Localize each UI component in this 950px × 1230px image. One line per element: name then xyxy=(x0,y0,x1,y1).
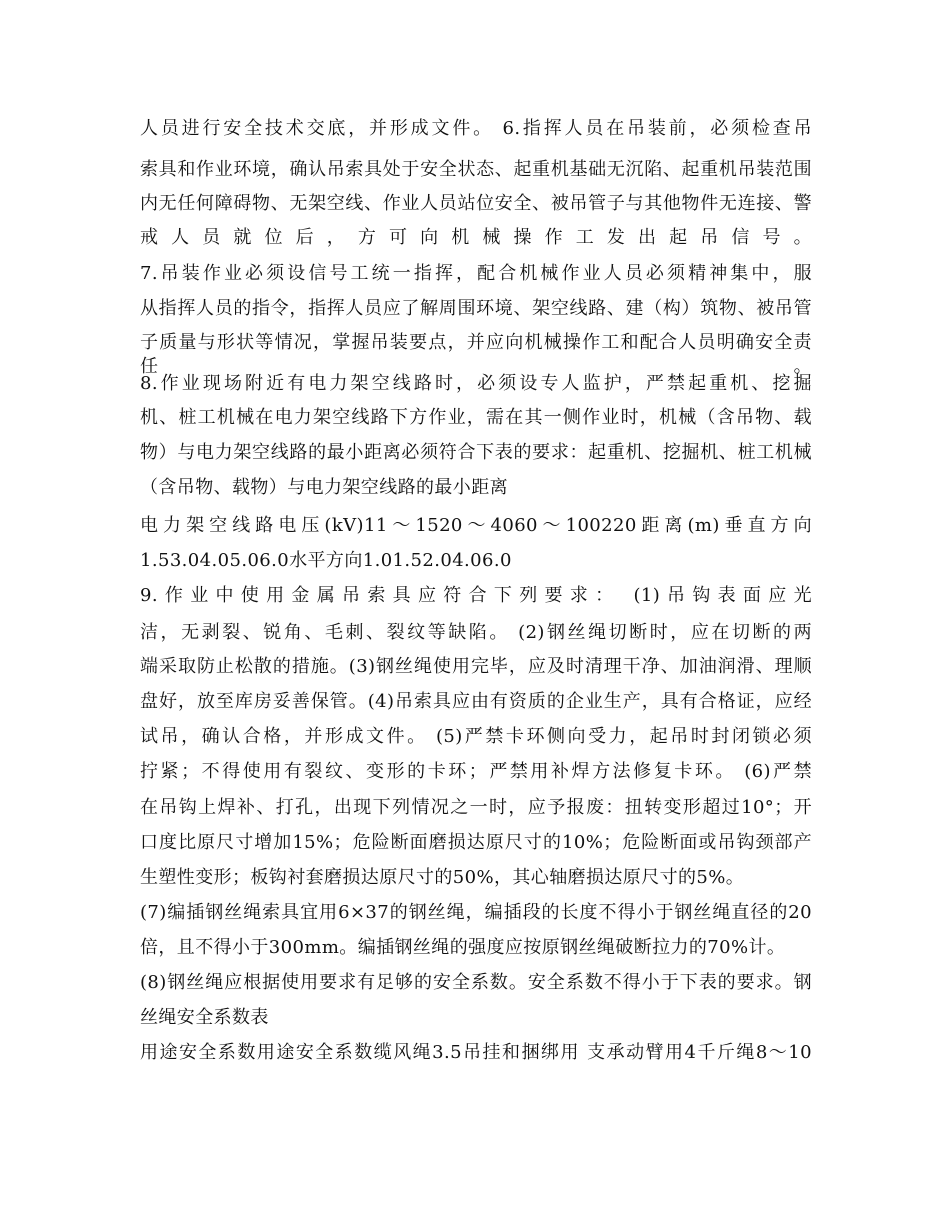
text-line: 1.53.04.05.06.0水平方向1.01.52.04.06.0 xyxy=(140,550,512,571)
text-line: 索具和作业环境，确认吊索具处于安全状态、起重机基础无沉陷、起重机吊装范围 xyxy=(140,159,812,180)
text-line: 7.吊装作业必须设信号工统一指挥，配合机械作业人员必须精神集中，服 xyxy=(140,263,812,284)
text-line: 8.作业现场附近有电力架空线路时，必须设专人监护，严禁起重机、挖掘 xyxy=(140,373,812,394)
text-line: 倍，且不得小于300mm。编插钢丝绳的强度应按原钢丝绳破断拉力的70%计。 xyxy=(140,937,786,958)
text-line: 子质量与形状等情况，掌握吊装要点，并应向机械操作工和配合人员明确安全责任。 xyxy=(140,332,812,377)
text-line: 在吊钩上焊补、打孔，出现下列情况之一时，应予报废：扭转变形超过10°；开 xyxy=(140,797,812,818)
text-line: 9.作业中使用金属吊索具应符合下列要求： (1)吊钩表面应光 xyxy=(140,585,812,606)
text-line: 人员进行安全技术交底，并形成文件。 6.指挥人员在吊装前，必须检查吊 xyxy=(140,118,812,139)
text-line: 拧紧；不得使用有裂纹、变形的卡环；严禁用补焊方法修复卡环。 (6)严禁 xyxy=(140,761,812,782)
text-line: 内无任何障碍物、无架空线、作业人员站位安全、被吊管子与其他物件无连接、警 xyxy=(140,193,812,214)
text-line: (8)钢丝绳应根据使用要求有足够的安全系数。安全系数不得小于下表的要求。钢 xyxy=(140,972,812,993)
text-line: 用途安全系数用途安全系数缆风绳3.5吊挂和捆绑用 支承动臂用4千斤绳8～10 xyxy=(140,1042,812,1063)
text-line: 试吊，确认合格，并形成文件。 (5)严禁卡环侧向受力，起吊时封闭锁必须 xyxy=(140,726,812,747)
text-line: 从指挥人员的指令，指挥人员应了解周围环境、架空线路、建（构）筑物、被吊管 xyxy=(140,298,812,319)
text-line: 端采取防止松散的措施。(3)钢丝绳使用完毕，应及时清理干净、加油润滑、理顺 xyxy=(140,656,812,677)
text-line: （含吊物、载物）与电力架空线路的最小距离 xyxy=(140,477,508,498)
text-line: 丝绳安全系数表 xyxy=(140,1007,269,1028)
text-line: 洁，无剥裂、锐角、毛刺、裂纹等缺陷。 (2)钢丝绳切断时，应在切断的两 xyxy=(140,622,812,643)
text-line: 戒人员就位后，方可向机械操作工发出起吊信号。 xyxy=(140,227,812,248)
text-line: 物）与电力架空线路的最小距离必须符合下表的要求：起重机、挖掘机、桩工机械 xyxy=(140,442,812,463)
text-line: 盘好，放至库房妥善保管。(4)吊索具应由有资质的企业生产，具有合格证，应经 xyxy=(140,691,812,712)
text-line: 口度比原尺寸增加15%；危险断面磨损达原尺寸的10%；危险断面或吊钩颈部产 xyxy=(140,832,812,853)
text-line: 机、桩工机械在电力架空线路下方作业，需在其一侧作业时，机械（含吊物、载 xyxy=(140,407,812,428)
text-line: 生塑性变形；板钩衬套磨损达原尺寸的50%，其心轴磨损达原尺寸的5%。 xyxy=(140,867,745,888)
text-line: (7)编插钢丝绳索具宜用6×37的钢丝绳，编插段的长度不得小于钢丝绳直径的20 xyxy=(140,902,812,923)
text-line: 电力架空线路电压(kV)11～1520～4060～100220距离(m)垂直方向 xyxy=(140,515,812,536)
